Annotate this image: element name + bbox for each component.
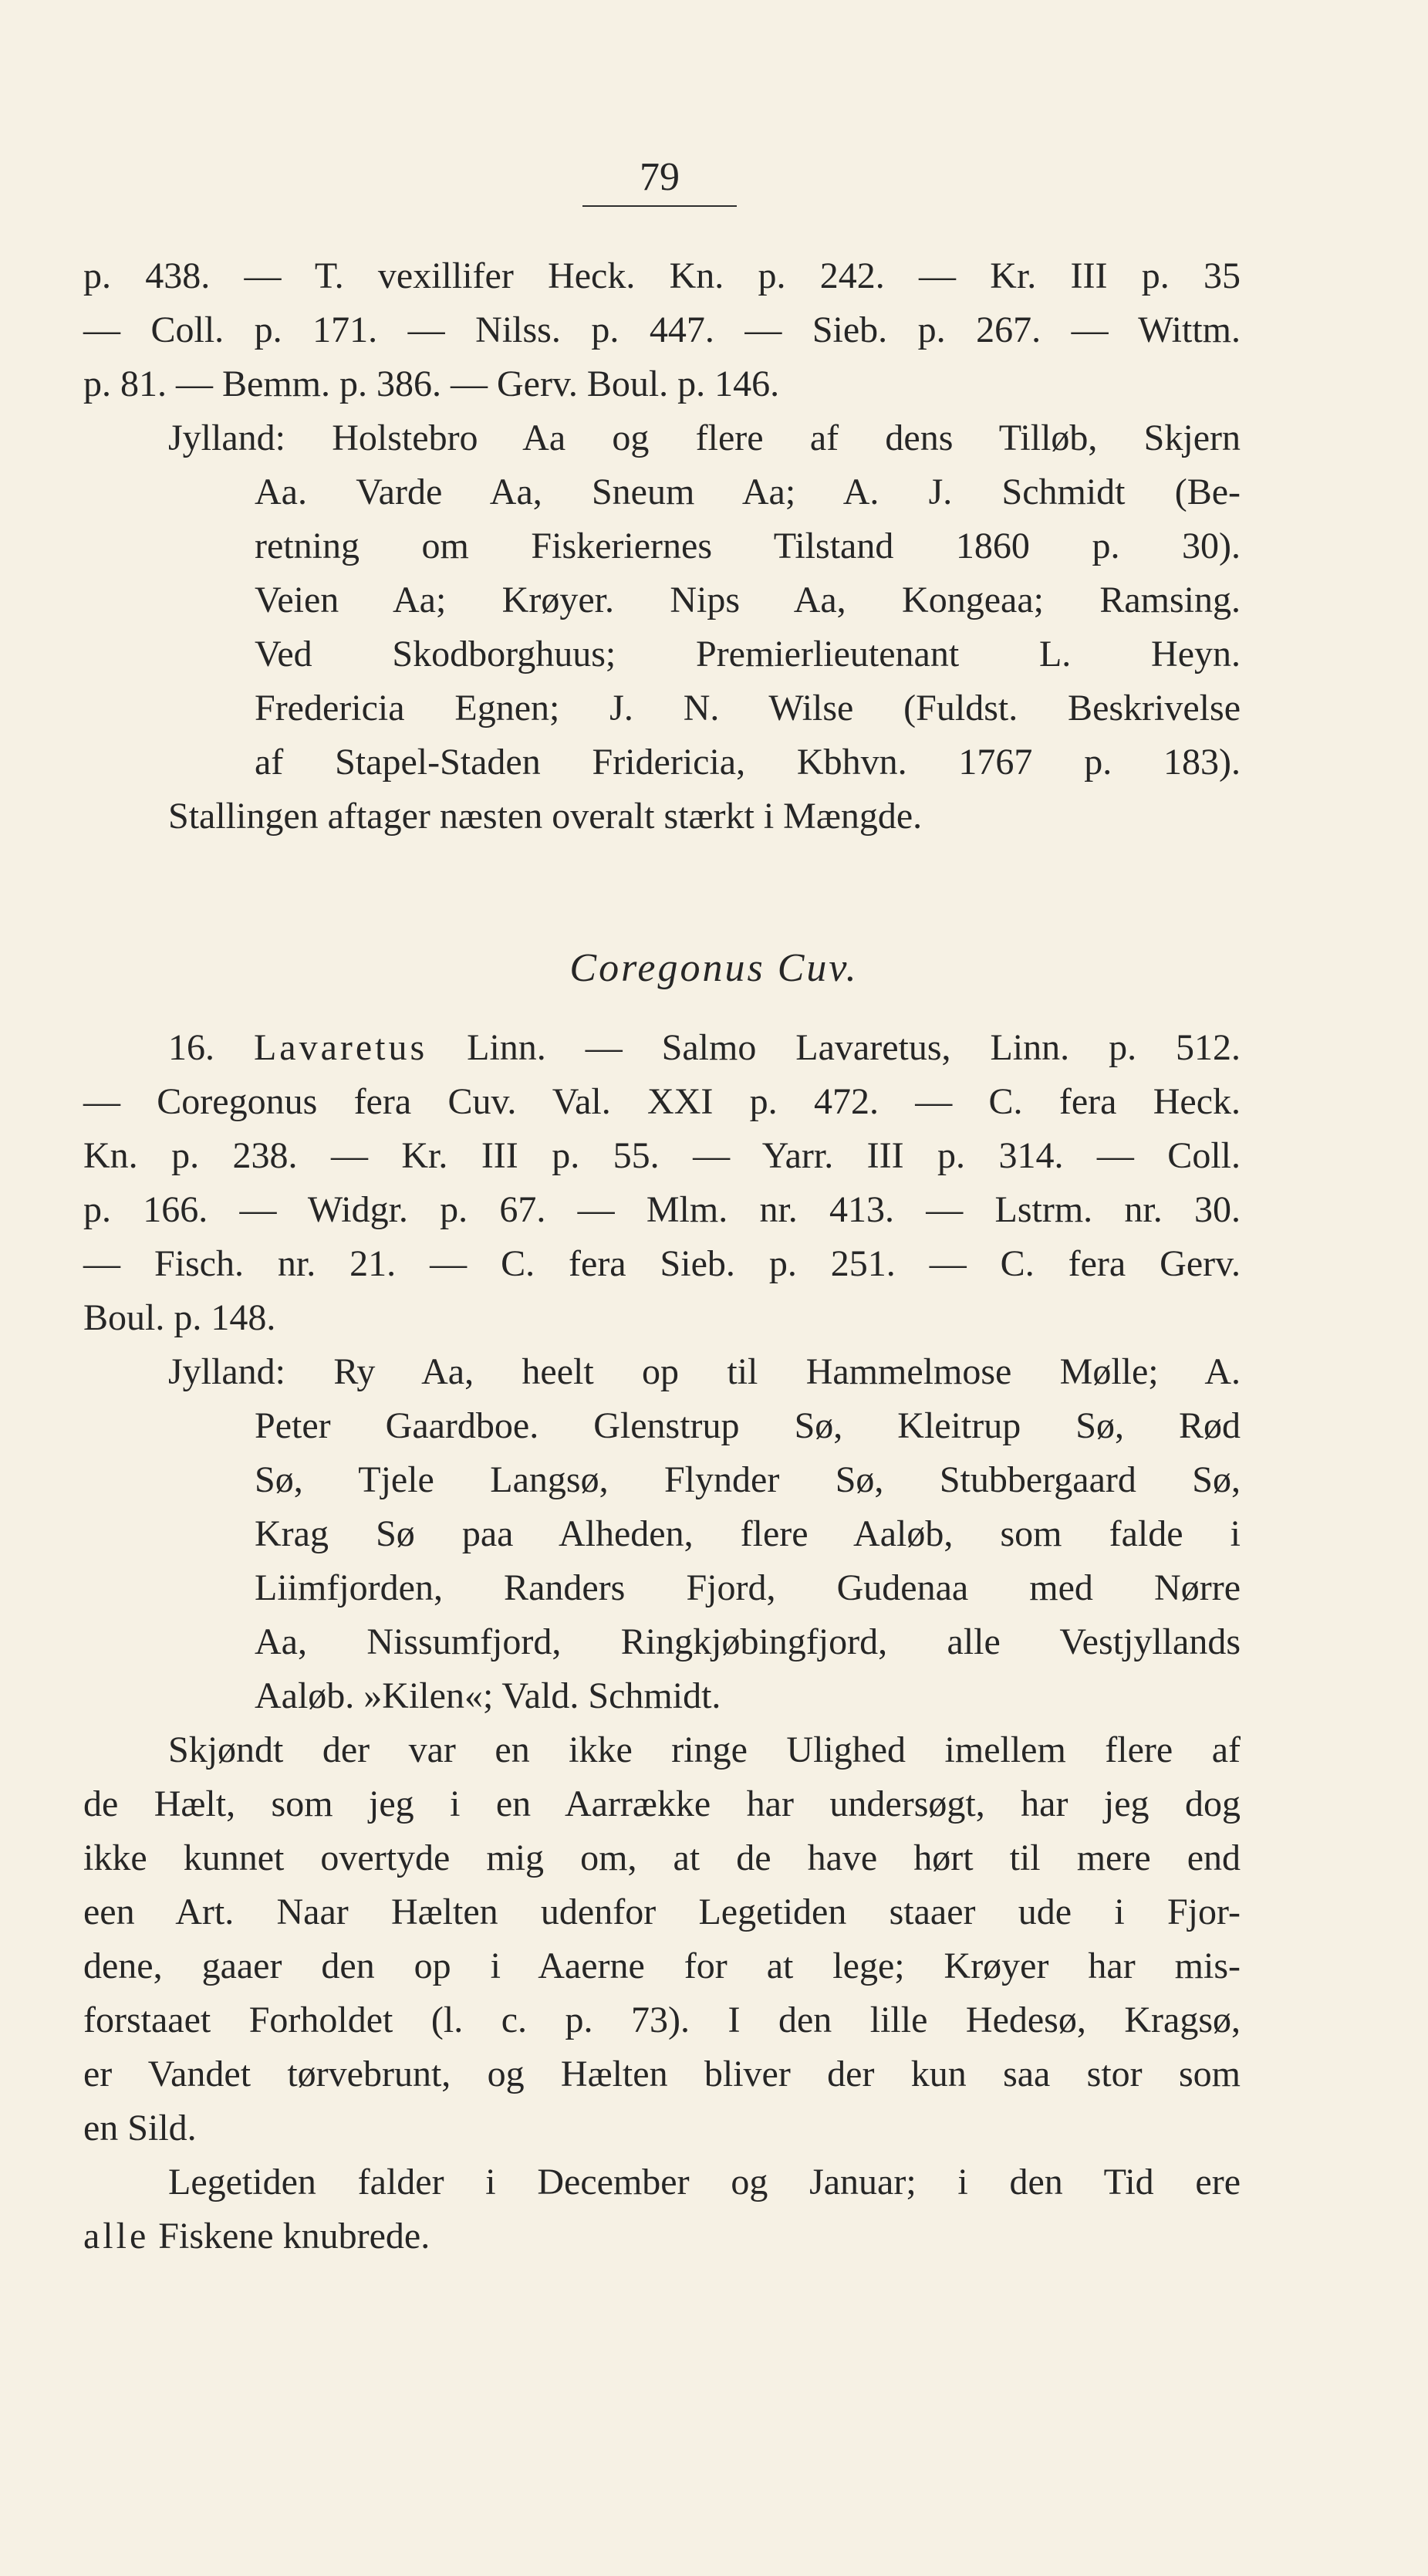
text-line: ikke kunnet overtyde mig om, at de have hørt til mere end [83,1837,1241,1878]
text-line-last [83,2215,1241,2258]
text-line: af Stapel-Staden Fridericia, Kbhvn. 1767 p. 183). [255,742,1241,783]
text-line: forstaaet Forholdet (l. c. p. 73). I den lille Hedesø, Kragsø, [83,2000,1241,2040]
text-line: Krag Sø paa Alheden, flere Aaløb, som falde i [255,1513,1241,1554]
text-line: Sø, Tjele Langsø, Flynder Sø, Stubbergaard Sø, [255,1459,1241,1500]
text-line: Ved Skodborghuus; Premierlieutenant L. Heyn. [255,634,1241,674]
text-line: Jylland: Ry Aa, heelt op til Hammelmose Mølle; A. [168,1351,1241,1392]
entry-number: 16. [168,1027,214,1068]
text-line: Stallingen aftager næsten overalt stærkt i Mængde. [168,796,923,837]
text-line: p. 166. — Widgr. p. 67. — Mlm. nr. 413. — Lstrm. nr. 30. [83,1189,1241,1230]
text-line: — Coll. p. 171. — Nilss. p. 447. — Sieb. p. 267. — Wittm. [83,309,1241,350]
page-number-rule [582,205,737,207]
genus-heading: Coregonus Cuv. [569,946,859,990]
text-line: Veien Aa; Krøyer. Nips Aa, Kongeaa; Ramsing. [255,580,1241,620]
entry-citation: Linn. — Salmo Lavaretus, Linn. p. 512. [467,1027,1241,1068]
text-line: retning om Fiskeriernes Tilstand 1860 p. 30). [255,526,1241,566]
text-line: Kn. p. 238. — Kr. III p. 55. — Yarr. III p. 314. — Coll. [83,1135,1241,1176]
text-line: p. 438. — T. vexillifer Heck. Kn. p. 242. — Kr. III p. 35 [83,255,1241,296]
text-line: Jylland: Holstebro Aa og flere af dens Tilløb, Skjern [168,418,1241,458]
text-line: Aa. Varde Aa, Sneum Aa; A. J. Schmidt (Be- [255,472,1241,512]
text-line: Legetiden falder i December og Januar; i den Tid ere [168,2162,1241,2202]
emphasized-word: alle [83,2216,150,2257]
text-line: Boul. p. 148. [83,1297,276,1338]
text-line: Skjøndt der var en ikke ringe Ulighed imellem flere af [168,1729,1241,1770]
text-line: p. 81. — Bemm. p. 386. — Gerv. Boul. p. 146. [83,363,780,404]
text-line: Liimfjorden, Randers Fjord, Gudenaa med Nørre [255,1567,1241,1608]
text-line: Peter Gaardboe. Glenstrup Sø, Kleitrup Sø, Rød [255,1405,1241,1446]
text-line: Fredericia Egnen; J. N. Wilse (Fuldst. Beskrivelse [255,688,1241,729]
page-number: 79 [640,155,680,199]
entry-first-line [168,1026,1241,1070]
text-line: er Vandet tørvebrunt, og Hælten bliver der kun saa stor som [83,2054,1241,2094]
text-line: dene, gaaer den op i Aaerne for at lege; Krøyer har mis- [83,1946,1241,1986]
text-line: een Art. Naar Hælten udenfor Legetiden staaer ude i Fjor- [83,1891,1241,1932]
text-line: — Coregonus fera Cuv. Val. XXI p. 472. — C. fera Heck. [83,1081,1241,1122]
text-line: Aa, Nissumfjord, Ringkjøbingfjord, alle Vestjyllands [255,1621,1241,1662]
text-line: Aaløb. »Kilen«; Vald. Schmidt. [255,1675,721,1716]
text-fragment: Fiskene knubrede. [158,2216,430,2257]
text-line: — Fisch. nr. 21. — C. fera Sieb. p. 251. — C. fera Gerv. [83,1243,1241,1284]
species-name: Lavaretus [253,1027,428,1068]
text-line: en Sild. [83,2108,197,2148]
text-line: de Hælt, som jeg i en Aarrække har undersøgt, har jeg dog [83,1783,1241,1824]
